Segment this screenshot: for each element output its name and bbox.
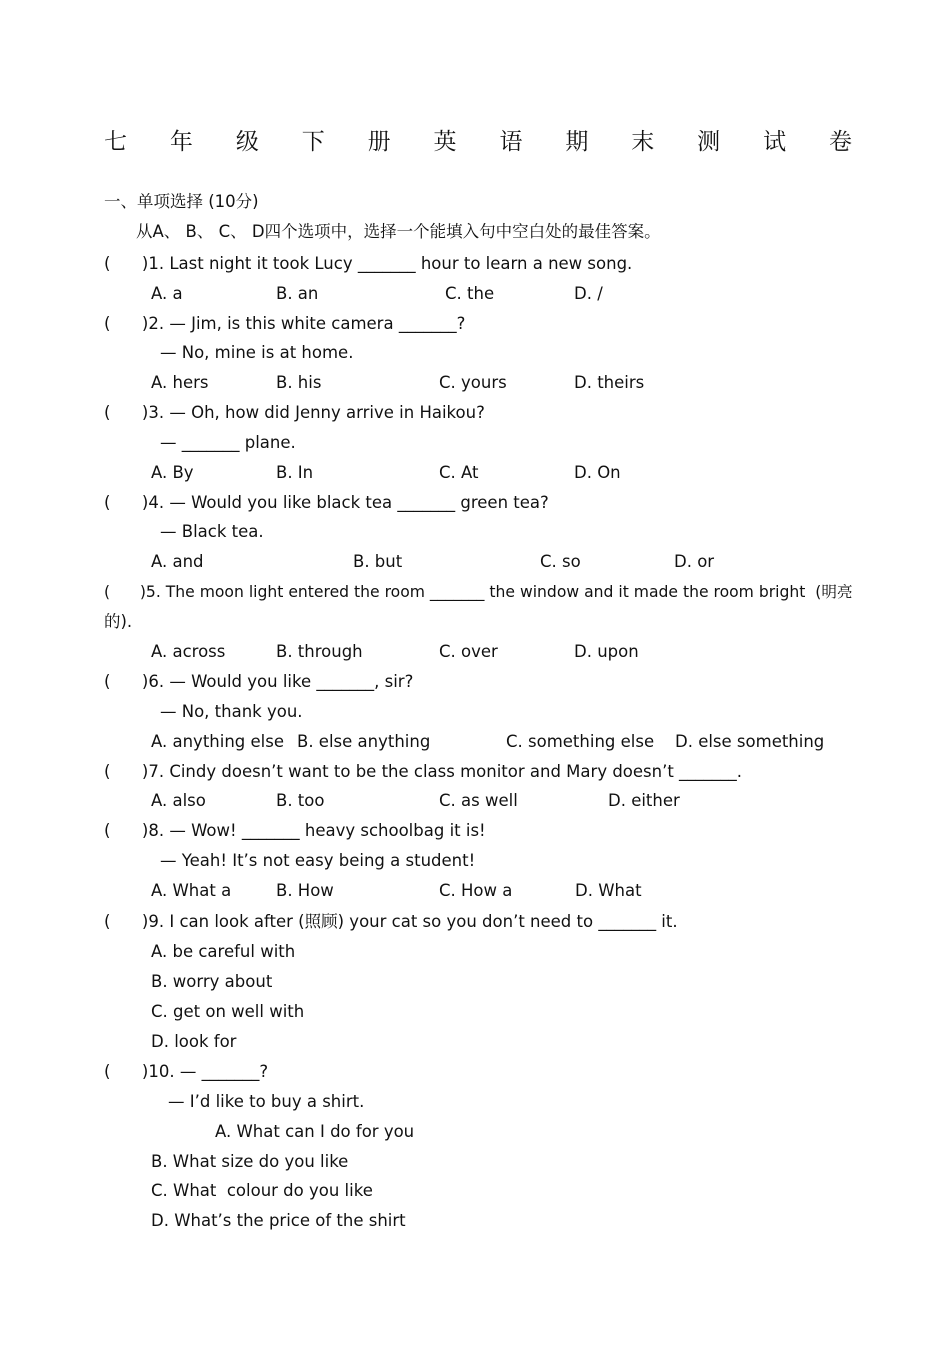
question-8-reply: — Yeah! It’s not easy being a student!	[160, 851, 476, 870]
exam-title	[104, 126, 852, 158]
question-6-reply: — No, thank you.	[160, 702, 303, 721]
question-5-continuation: 的).	[104, 612, 133, 631]
question-5-stem: ( )5. The moon light entered the room _______ the window and it made the room bright (明亮	[104, 583, 853, 601]
q8-option-d: D. What	[575, 881, 642, 900]
title-char: 测	[697, 129, 721, 155]
q2-option-c: C. yours	[439, 373, 507, 392]
q5-option-c: C. over	[439, 642, 498, 661]
q3-option-c: C. At	[439, 463, 479, 482]
q7-option-b: B. too	[276, 791, 325, 810]
question-8-stem: ( )8. — Wow! _______ heavy schoolbag it is!	[104, 821, 486, 840]
question-3-reply: — _______ plane.	[160, 433, 296, 452]
q3-option-b: B. In	[276, 463, 314, 482]
title-char: 英	[433, 129, 457, 155]
q2-option-b: B. his	[276, 373, 322, 392]
q3-option-d: D. On	[574, 463, 621, 482]
q1-option-c: C. the	[445, 284, 495, 303]
title-char: 级	[235, 129, 259, 155]
question-2-reply: — No, mine is at home.	[160, 343, 354, 362]
q4-option-b: B. but	[353, 552, 403, 571]
q7-option-d: D. either	[608, 791, 680, 810]
q2-option-d: D. theirs	[574, 373, 645, 392]
q10-option-d: D. What’s the price of the shirt	[151, 1211, 406, 1230]
q5-option-b: B. through	[276, 642, 363, 661]
q1-option-b: B. an	[276, 284, 319, 303]
title-char: 末	[631, 129, 655, 155]
q10-option-b: B. What size do you like	[151, 1152, 349, 1171]
title-char: 试	[763, 129, 787, 155]
q10-option-c: C. What colour do you like	[151, 1181, 373, 1200]
q10-option-a: A. What can I do for you	[215, 1122, 415, 1141]
q6-option-d: D. else something	[675, 732, 825, 751]
q9-option-a: A. be careful with	[151, 942, 296, 961]
question-10-stem: ( )10. — _______?	[104, 1062, 269, 1081]
question-10-reply: — I’d like to buy a shirt.	[168, 1092, 365, 1111]
q7-option-a: A. also	[151, 791, 206, 810]
title-char: 语	[499, 129, 523, 155]
title-char: 七	[104, 129, 127, 155]
question-7-stem: ( )7. Cindy doesn’t want to be the class monitor and Mary doesn’t _______.	[104, 762, 743, 781]
q4-option-a: A. and	[151, 552, 204, 571]
title-char: 下	[301, 129, 325, 155]
question-6-stem: ( )6. — Would you like _______, sir?	[104, 672, 414, 691]
question-2-stem: ( )2. — Jim, is this white camera _______?	[104, 314, 466, 333]
question-4-reply: — Black tea.	[160, 522, 264, 541]
q4-option-c: C. so	[540, 552, 581, 571]
title-char: 期	[565, 129, 589, 155]
question-4-stem: ( )4. — Would you like black tea _______ green tea?	[104, 493, 549, 512]
question-3-stem: ( )3. — Oh, how did Jenny arrive in Haikou?	[104, 403, 485, 422]
q1-option-d: D. /	[574, 284, 603, 303]
section-heading: 一、单项选择 (10分)	[104, 192, 259, 211]
question-9-stem: ( )9. I can look after (照顾) your cat so you don’t need to _______ it.	[104, 912, 678, 931]
q5-option-a: A. across	[151, 642, 226, 661]
q6-option-a: A. anything else	[151, 732, 284, 751]
question-1-stem: ( )1. Last night it took Lucy _______ hour to learn a new song.	[104, 254, 633, 273]
q8-option-a: A. What a	[151, 881, 232, 900]
q9-option-c: C. get on well with	[151, 1002, 305, 1021]
q9-option-d: D. look for	[151, 1032, 237, 1051]
q4-option-d: D. or	[674, 552, 715, 571]
q8-option-c: C. How a	[439, 881, 513, 900]
q3-option-a: A. By	[151, 463, 194, 482]
title-char: 册	[367, 129, 391, 155]
q5-option-d: D. upon	[574, 642, 639, 661]
title-char: 年	[169, 129, 193, 155]
q2-option-a: A. hers	[151, 373, 209, 392]
q9-option-b: B. worry about	[151, 972, 273, 991]
q1-option-a: A. a	[151, 284, 183, 303]
q8-option-b: B. How	[276, 881, 334, 900]
title-char: 卷	[828, 129, 852, 155]
q6-option-c: C. something else	[506, 732, 655, 751]
q6-option-b: B. else anything	[297, 732, 431, 751]
q7-option-c: C. as well	[439, 791, 518, 810]
section-instruction: 从A、 B、 C、 D四个选项中，选择一个能填入句中空白处的最佳答案。	[136, 222, 661, 241]
